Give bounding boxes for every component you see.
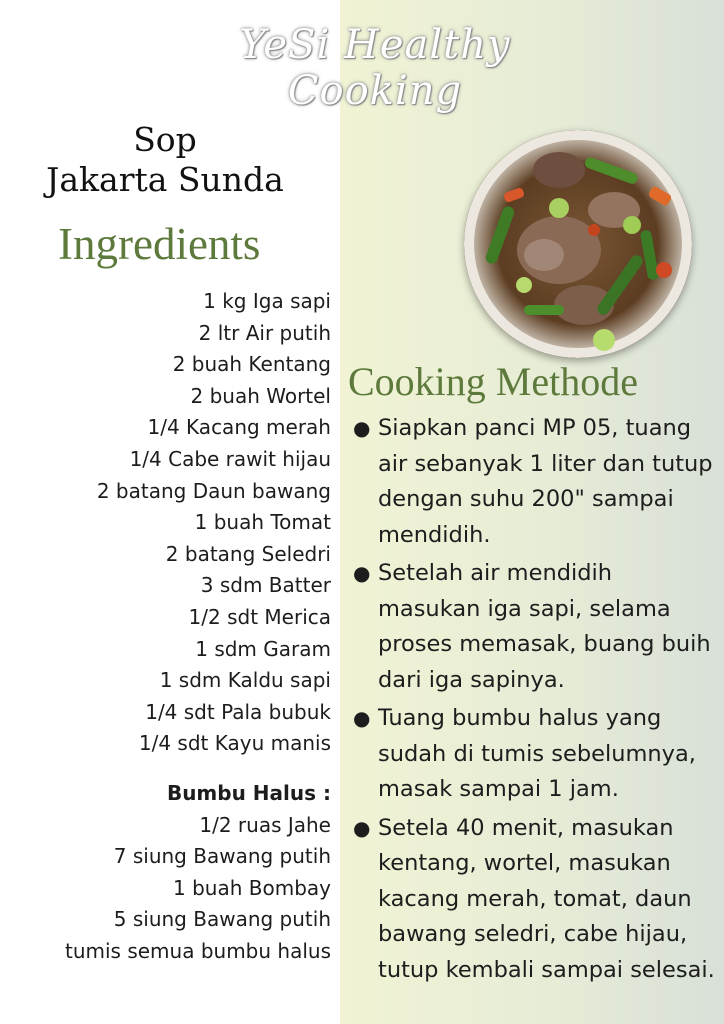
ingredient-item: 1/2 sdt Merica [188,604,331,629]
title-line-2: Jakarta Sunda [46,160,284,199]
ingredient-item: 2 batang Daun bawang [96,478,331,503]
recipe-title [20,120,310,200]
step-text: Siapkan panci MP 05, tuang air sebanyak 1 liter dan tutup dengan suhu 200" sampai mendidih. [378,415,713,548]
ingredient-item: 1/4 sdt Kayu manis [138,731,331,756]
ingredient-item: 2 batang Seledri [165,541,331,566]
bullet-icon: ● [353,815,371,840]
ingredient-item: 1/4 sdt Pala bubuk [145,699,331,724]
ingredients-list [65,286,331,967]
bullet-icon: ● [353,706,371,730]
ingredient-item: 2 ltr Air putih [198,320,331,345]
paste-item: 5 siung Bawang putih [113,907,331,932]
ingredient-item: 1 buah Tomat [194,510,331,535]
step-text: Setelah air mendidih masukan iga sapi, selama proses memasak, buang buih dari iga sapinya. [378,560,711,693]
paste-item: 7 siung Bawang putih [113,844,331,869]
ingredient-item: 1/4 Kacang merah [147,415,331,440]
bullet-icon: ● [353,561,371,585]
paste-item: 1/2 ruas Jahe [199,812,331,837]
ingredient-item: 2 buah Kentang [172,352,331,377]
ingredient-item: 1 sdm Garam [195,636,331,661]
method-steps [350,411,718,991]
ingredient-item: 1 sdm Kaldu sapi [159,668,331,693]
ingredient-item: 1/4 Cabe rawit hijau [129,446,331,471]
ingredient-item: 3 sdm Batter [200,573,331,598]
ingredients-heading: Ingredients [58,219,261,269]
step-text: Tuang bumbu halus yang sudah di tumis sebelumnya, masak sampai 1 jam. [378,705,696,802]
paste-item: tumis semua bumbu halus [65,938,331,963]
step-text: Setela 40 menit, masukan kentang, wortel, masukan kacang merah, tomat, daun bawang seledri, cabe hijau, tutup kembali sampai selesai. [378,814,715,983]
bullet-icon: ● [353,416,371,440]
paste-heading: Bumbu Halus : [166,780,331,805]
method-step [350,411,718,553]
method-step [350,811,718,989]
soup-photo [464,130,692,358]
method-heading: Cooking Methode [348,359,638,404]
paste-item: 1 buah Bombay [173,875,331,900]
ingredient-item: 2 buah Wortel [190,383,331,408]
title-line-1: Sop [133,120,197,159]
ingredient-item: 1 kg Iga sapi [203,289,331,313]
method-step [350,556,718,698]
brand-watermark: YeSi Healthy Cooking [239,22,511,114]
soup-illustration [464,130,692,358]
method-step [350,701,718,808]
